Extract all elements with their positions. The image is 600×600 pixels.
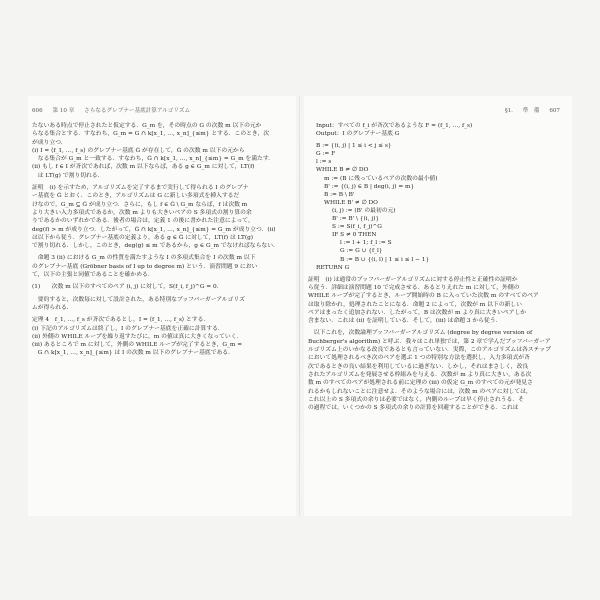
equation-line: (1) 次数 m 以下のすべてのペア (i, j) に対して，S(f_i, f_j)^G = 0. <box>32 284 219 291</box>
algorithm-line: RETURN G <box>316 264 350 271</box>
proposition-item: なる集合が G_m と一致する．すなわち，Ĝ ∩ k[x_1, …, x_n]_{≤m} = G_m を満たす． <box>32 156 274 163</box>
text-line: れるかもしれないことに注意せよ．そのような場合には，次数 m のペアに対しては， <box>308 388 532 395</box>
text-line: の過程では，いくつかの S 多項式の余りの計算を回避することができる．これは <box>308 405 519 412</box>
theorem-item: (ii) 外側の WHILE ループを繰り返すたびに，m の値は真に大きくなっていく． <box>32 333 243 340</box>
text-line: ムが得られる． <box>32 304 73 311</box>
algorithm-line: Output：I のグレブナー基底 G <box>316 131 400 138</box>
right-page <box>304 96 572 516</box>
section-title: 準 備 <box>522 108 540 114</box>
left-page <box>28 96 296 516</box>
proof-line: deg(f) > m が成り立つ．したがって，Ĝ ∩ k[x_1, …, x_n]_{≤m} = G_m が成り立つ．(ii) <box>32 226 276 233</box>
text-line: ルゴリズム上のいかなる改良であるとも言っていない．実際，このアルゴリズムは各ステップ <box>308 347 551 354</box>
proof-line: WHILE ループが完了するとき，ループ開始時の B に入っていた次数 m のすべてのペア <box>308 293 539 300</box>
proof-line: けなので，G_m ⊆ Ĝ が成り立つ．さらに，もし f ∈ Ĝ \ G_m ならば，f は次数 m <box>32 201 248 208</box>
proposition-item: は LT(g) で割り切れる． <box>32 172 104 179</box>
algorithm-line: WHILE B ≠ ∅ DO <box>316 167 369 174</box>
algorithm-line: WHILE B' ≠ ∅ DO <box>324 199 378 206</box>
text-line: において処理されるべき次のペアを選ぶ 1 つの特別な方法を選択し，入力多項式が斉 <box>308 355 530 362</box>
algorithm-line: B := B ∪ {(i, l) | 1 ≤ i ≤ l − 1} <box>340 256 430 263</box>
proposition-item: (ii) もし f ∈ I が斉次であれば，次数 m 以下ならば，ある g ∈ G_m に対して，LT(f) <box>32 164 255 171</box>
algorithm-line: m := (B に残っているペアの次数の最小値) <box>324 175 438 182</box>
left-page-number: 606 <box>32 108 43 114</box>
text-line: 次であるときの良い結果を利用しているに過ぎない．しかし，それはまさしく，改良 <box>308 363 529 370</box>
algorithm-line: Input：すべての f_i が斉次であるような F = (f_1, …, f_s) <box>316 123 473 129</box>
proof-line: 証明 (i) は通常のブッフバーガーアルゴリズムに対する停止性と正確性の証明か <box>308 276 518 283</box>
text-line: Buchberger's algorithm) と呼ぶ．我々はこれ単独では，第 2 章で学んだブッフバーガーア <box>308 338 551 345</box>
proof-line: は取り除かれ，処理されたことになる．命題 2 によって，次数が m 以下の新しい <box>308 301 522 308</box>
algorithm-line: l := s <box>316 159 332 166</box>
right-page-number: 607 <box>549 108 560 114</box>
algorithm-line: B := B \ B' <box>324 191 355 198</box>
proof-line: ペアはまったく追加されない．したがって，B は次数が m より真に大きいペアしか <box>308 309 527 316</box>
definition-line: 命題 3 (ii) における G_m の性質を満たすような I の多項式集合を I の次数 m 以下 <box>32 255 256 262</box>
theorem-item: G ∩ k[x_1, …, x_n]_{≤m} は I の次数 m 以下のグレブナー基底である． <box>32 350 234 357</box>
proposition-item: (i) I = ⟨f_1, …, f_s⟩ のグレブナー基底 Ĝ が存在して，Ĝ の次数 m 以下の元から <box>32 147 245 154</box>
definition-line: て，以下の主張と同値であることを確かめる． <box>32 272 154 279</box>
theorem-item: (i) 下記のアルゴリズムは終了し，I のグレブナー基底を正確に計算する． <box>32 325 224 332</box>
proof-line: は以下から従う．グレブナー基底の定義より，ある g ∈ Ĝ に対して，LT(f) は LT(g) <box>32 234 254 241</box>
proof-line: ら従う．詳細は演習問題 10 で完成させる．あるとりえれた m に対して，外側の <box>308 284 520 291</box>
algorithm-line: G := G ∪ {f_l} <box>340 248 383 255</box>
algorithm-listing <box>308 122 568 272</box>
algorithm-line: G := F <box>316 151 336 158</box>
proof-line: りであるかのいずれかである．後者の場合は，定義 1 の後に書かれた注意によって， <box>32 218 254 225</box>
left-running-head <box>32 106 198 114</box>
definition-line: のグレブナー基底 (Gröbner basis of I up to degree m) という．演習問題 9 におい <box>32 263 258 270</box>
text-line: が成り立つ． <box>32 139 67 146</box>
page-gutter <box>299 96 300 516</box>
text-line: 要約すると，次数毎に対して設計された，ある特別なブッフバーガーアルゴリズ <box>32 296 245 303</box>
theorem-line: 定理 4 f_1, …, f_s が斉次であるとし，I = ⟨f_1, …, f_s⟩ とする． <box>32 317 210 324</box>
left-page-body <box>32 122 292 358</box>
proof-line: より大きい入力多項式であるか，次数 m よりも大きいペアの S 多項式の割り算の余 <box>32 209 252 216</box>
chapter-title: さらなるグレブナー基底計算アルゴリズム <box>84 108 191 114</box>
text-line: らなる集合とする．すなわち，G_m = G ∩ k[x_1, …, x_n]_{≤m} とする．このとき，次 <box>32 131 270 138</box>
proof-line: で割り切れる．しかし，このとき，deg(g) ≤ m であるから，g ∈ G_m でなければならない． <box>32 243 279 250</box>
algorithm-line: S := S(f_i, f_j)^G <box>332 224 382 231</box>
text-line: 数 m のすべてのペアが処理される前に定理の (iii) の仮定 G_m のすべての元が発見さ <box>308 380 533 387</box>
chapter-label: 第 10 章 <box>52 108 75 114</box>
proof-line: 含まない．これは (ii) を証明している．そして，(iii) は命題 3 から従う． <box>308 318 502 325</box>
text-line: たないある時点で停止されたと仮定する．G_m を，その時点の G の次数 m 以下の元か <box>32 123 262 129</box>
text-line: されたアルゴリズムを発展させる枠組みを与える．次数が m より真に大きい，ある次 <box>308 371 532 378</box>
right-running-head <box>505 106 568 114</box>
algorithm-line: (i, j) := (B' の最初の元) <box>332 207 396 214</box>
right-page-body <box>308 122 568 412</box>
algorithm-line: IF S ≠ 0 THEN <box>332 232 377 239</box>
section-number: §1. <box>504 108 513 114</box>
algorithm-line: B := {(i, j) | 1 ≤ i < j ≤ s} <box>316 143 392 150</box>
algorithm-line: B' := B' \ {(i, j)} <box>332 216 380 223</box>
text-line: これ以上の S 多項式の余りは必要ではなく，内側のループは早く停止されうる．そ <box>308 396 524 403</box>
text-line: 以下これを，次数論理ブッフバーガーアルゴリズム (degree by degree version of <box>308 330 533 337</box>
theorem-item: (iii) あるところで m に対して，外側の WHILE ループが完了するとき，G_m = <box>32 342 243 349</box>
algorithm-line: l := l + 1; f_l := S <box>340 240 392 247</box>
proof-line: ー基底を Ĝ とおく．このとき，アルゴリズムは G に新しい多項式を挿入するだ <box>32 193 240 200</box>
algorithm-line: B' := {(i, j) ∈ B | deg(i, j) = m} <box>324 183 415 190</box>
proof-line: 証明 (i) を示すため，アルゴリズムを完了するまで実行して得られる I のグレブナ <box>32 185 249 192</box>
